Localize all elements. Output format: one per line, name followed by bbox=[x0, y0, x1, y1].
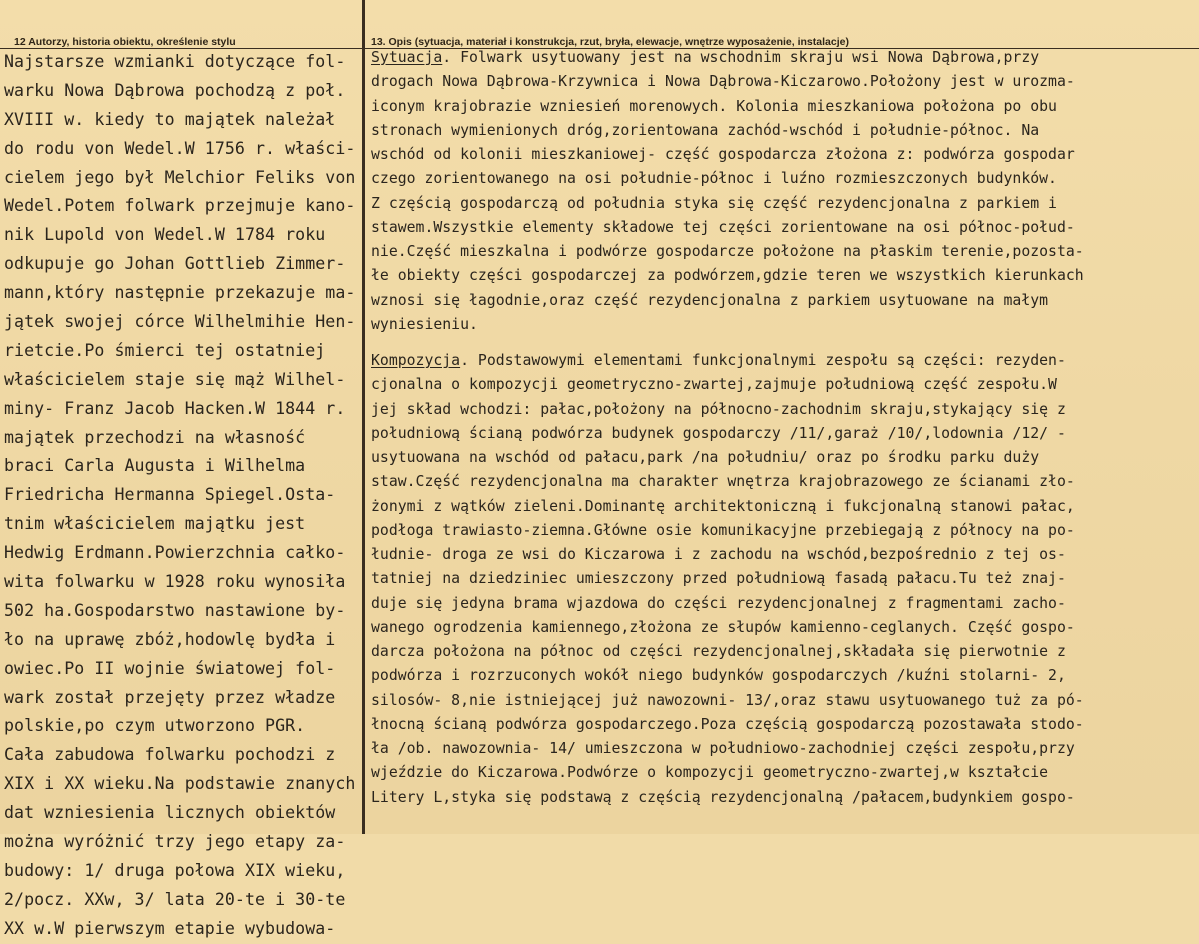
text-line: podłoga trawiasto-ziemna.Główne osie komunikacyjne przebiegają z północy na po- bbox=[371, 521, 1075, 539]
text-line: warku Nowa Dąbrowa pochodzą z poł. bbox=[4, 80, 346, 100]
text-line: południową ścianą podwórza budynek gospodarczy /11/,garaż /10/,lodownia /12/ - bbox=[371, 424, 1066, 442]
description-text bbox=[371, 46, 1199, 810]
text-line: Friedricha Hermanna Spiegel.Osta- bbox=[4, 485, 336, 505]
text-line: iconym krajobrazie wzniesień morenowych. Kolonia mieszkaniowa położona po obu bbox=[371, 97, 1057, 115]
text-line: nie.Część mieszkalna i podwórze gospodarcze położone na płaskim terenie,pozosta- bbox=[371, 243, 1084, 260]
text-line: Najstarsze wzmianki dotyczące fol- bbox=[4, 52, 346, 71]
history-header: 12 Autorzy, historia obiektu, określenie stylu bbox=[14, 36, 236, 48]
text-line: dat wzniesienia licznych obiektów bbox=[4, 803, 336, 823]
text-line: miny- Franz Jacob Hacken.W 1844 r. bbox=[4, 398, 346, 418]
description-column bbox=[368, 0, 1199, 834]
text-line: Hedwig Erdmann.Powierzchnia całko- bbox=[4, 543, 346, 563]
text-line: Wedel.Potem folwark przejmuje kano- bbox=[4, 196, 356, 216]
history-text bbox=[4, 48, 364, 944]
text-line: Kompozycja. Podstawowymi elementami funkcjonalnymi zespołu są części: rezyden- bbox=[371, 352, 1066, 369]
text-line: nik Lupold von Wedel.W 1784 roku bbox=[4, 225, 326, 245]
section-heading-kompozycja: Kompozycja bbox=[371, 352, 461, 369]
text-line: XVIII w. kiedy to majątek należał bbox=[4, 109, 336, 129]
text-line: łe obiekty części gospodarczej za podwórzem,gdzie teren we wszystkich kierunkach bbox=[371, 267, 1084, 285]
text-line: darcza położona na północ od części rezydencjonalnej,składała się pierwotnie z bbox=[371, 643, 1066, 660]
history-column bbox=[0, 0, 364, 938]
text-line: do rodu von Wedel.W 1756 r. właści- bbox=[4, 138, 356, 158]
text-line: łudnie- droga ze wsi do Kiczarowa i z zachodu na wschód,bezpośrednio z tej os- bbox=[371, 546, 1066, 563]
text-line: drogach Nowa Dąbrowa-Krzywnica i Nowa Dąbrowa-Kiczarowo.Położony jest w urozma- bbox=[371, 73, 1075, 91]
text-line: właścicielem staje się mąż Wilhel- bbox=[4, 369, 346, 389]
text-line: braci Carla Augusta i Wilhelma bbox=[4, 456, 306, 476]
text-line: jątek swojej córce Wilhelmihie Hen- bbox=[4, 312, 356, 332]
text-line: żonymi z wątków zieleni.Dominantę architektoniczną i fukcjonalną stanowi pałac, bbox=[371, 497, 1075, 515]
text-line: budowy: 1/ druga połowa XIX wieku, bbox=[4, 860, 346, 880]
text-line: polskie,po czym utworzono PGR. bbox=[4, 716, 306, 736]
text-line: czego zorientowanego na osi południe-północ i luźno rozmieszczonych budynków. bbox=[371, 170, 1057, 188]
text-line: stawem.Wszystkie elementy składowe tej części zorientowane na osi północ-połud- bbox=[371, 218, 1075, 236]
text-line: tatniej na dziedziniec umieszczony przed południową fasadą pałacu.Tu też znaj- bbox=[371, 570, 1066, 588]
kompozycja-paragraph bbox=[371, 373, 1199, 810]
text-line: 2/pocz. XXw, 3/ lata 20-te i 30-te bbox=[4, 889, 346, 909]
text-line: można wyróżnić trzy jego etapy za- bbox=[4, 832, 346, 852]
text-line: wschód od kolonii mieszkaniowej- część gospodarcza złożona z: podwórza gospodar bbox=[371, 146, 1075, 163]
text-line: silosów- 8,nie istniejącej już nawozowni- 13/,oraz stawu usytuowanego tuż za pó- bbox=[371, 691, 1084, 709]
text-line: odkupuje go Johan Gottlieb Zimmer- bbox=[4, 254, 346, 274]
text-line: rietcie.Po śmierci tej ostatniej bbox=[4, 340, 326, 360]
text-line: 502 ha.Gospodarstwo nastawione by- bbox=[4, 600, 346, 620]
text-line: wjeździe do Kiczarowa.Podwórze o kompozycji geometryczno-zwartej,w kształcie bbox=[371, 764, 1049, 782]
paragraph-gap bbox=[371, 337, 1199, 349]
text-line: wita folwarku w 1928 roku wynosiła bbox=[4, 572, 346, 592]
text-line: XIX i XX wieku.Na podstawie znanych bbox=[4, 774, 356, 794]
text-line: majątek przechodzi na własność bbox=[4, 427, 306, 447]
description-header: 13. Opis (sytuacja, materiał i konstrukcja, rzut, bryła, elewacje, wnętrze wyposażenie, instalacje) bbox=[371, 36, 849, 48]
text-line: jej skład wchodzi: pałac,położony na północno-zachodnim skraju,stykający się z bbox=[371, 400, 1066, 418]
text-line: staw.Część rezydencjonalna ma charakter wnętrza krajobrazowego ze ścianami zło- bbox=[371, 473, 1075, 491]
text-line: owiec.Po II wojnie światowej fol- bbox=[4, 658, 336, 678]
text-line: podwórza i rozrzuconych wokół niego budynków gospodarczych /kuźni stolarni- 2, bbox=[371, 667, 1066, 685]
text-line: stronach wymienionych dróg,zorientowana zachód-wschód i południe-północ. Na bbox=[371, 121, 1040, 139]
text-line: usytuowana na wschód od pałacu,park /na południu/ oraz po środku parku duży bbox=[371, 449, 1040, 466]
text-line: cjonalna o kompozycji geometryczno-zwartej,zajmuje południową część zespołu.W bbox=[371, 376, 1057, 394]
text-line: łnocną ścianą podwórza gospodarczego.Poza częścią gospodarczą pozostawała stodo- bbox=[371, 715, 1084, 733]
text-line: Sytuacja. Folwark usytuowany jest na wschodnim skraju wsi Nowa Dąbrowa,przy bbox=[371, 49, 1040, 66]
text-line: wyniesieniu. bbox=[371, 315, 478, 333]
text-line: ła /ob. nawozownia- 14/ umieszczona w południowo-zachodniej części zespołu,przy bbox=[371, 740, 1075, 757]
column-divider bbox=[362, 0, 365, 834]
text-line: Litery L,styka się podstawą z częścią rezydencjonalną /pałacem,budynkiem gospo- bbox=[371, 788, 1075, 806]
text-line: tnim właścicielem majątku jest bbox=[4, 514, 306, 534]
sytuacja-paragraph bbox=[371, 70, 1199, 337]
text-line: cielem jego był Melchior Feliks von bbox=[4, 167, 356, 187]
section-heading-sytuacja: Sytuacja bbox=[371, 49, 443, 66]
text-line: wark został przejęty przez władze bbox=[4, 687, 336, 707]
text-line: Z częścią gospodarczą od południa styka się część rezydencjonalna z parkiem i bbox=[371, 194, 1057, 212]
text-line: Cała zabudowa folwarku pochodzi z bbox=[4, 745, 336, 765]
text-line: ło na uprawę zbóż,hodowlę bydła i bbox=[4, 629, 336, 649]
text-line: wznosi się łagodnie,oraz część rezydencjonalna z parkiem usytuowane na małym bbox=[371, 291, 1049, 309]
text-line: wanego ogrodzenia kamiennego,złożona ze słupów kamienno-ceglanych. Część gospo- bbox=[371, 618, 1075, 636]
text-line: duje się jedyna brama wjazdowa do części rezydencjonalnej z fragmentami zacho- bbox=[371, 594, 1066, 612]
text-line: XX w.W pierwszym etapie wybudowa- bbox=[4, 918, 336, 938]
text-line: mann,który następnie przekazuje ma- bbox=[4, 283, 356, 303]
